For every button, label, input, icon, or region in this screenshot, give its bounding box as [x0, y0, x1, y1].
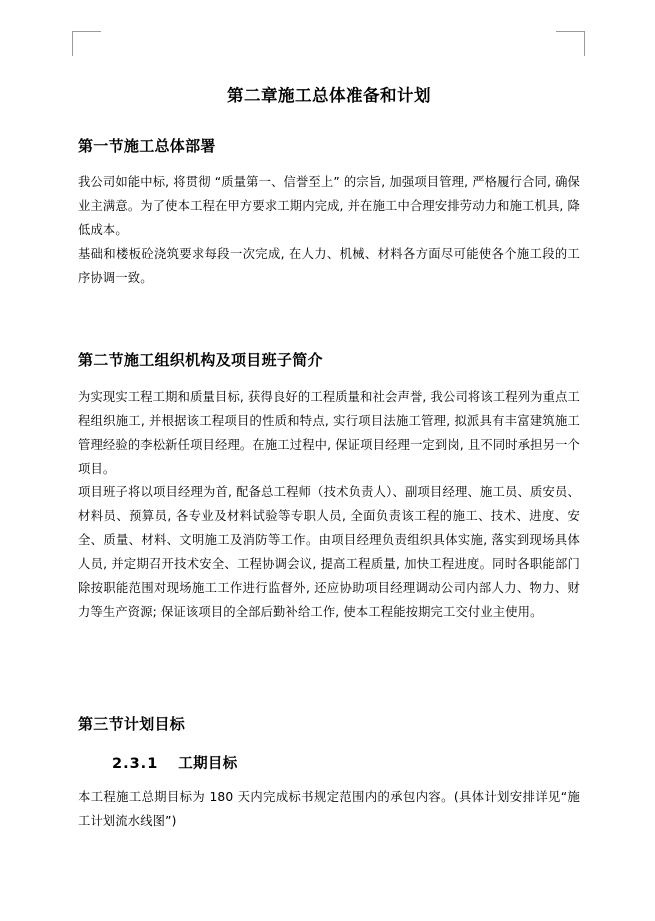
- section-1-body: [78, 171, 580, 291]
- crop-mark-top-right: [556, 31, 585, 56]
- section-heading-1: 第一节施工总体部署: [78, 136, 216, 155]
- paragraph: 我公司如能中标, 将贯彻 “质量第一、信誉至上” 的宗旨, 加强项目管理, 严格履行合同, 确保业主满意。为了使本工程在甲方要求工期内完成, 并在施工中合理安排劳动力和施工机具, 降低成本。: [78, 175, 580, 238]
- subsection-title: 工期目标: [178, 755, 238, 772]
- section-2-body: [78, 386, 580, 626]
- subsection-body: [78, 786, 580, 834]
- subsection-heading: [112, 754, 580, 776]
- section-heading-2: 第二节施工组织机构及项目班子简介: [78, 351, 323, 370]
- paragraph: 项目班子将以项目经理为首, 配备总工程师（技术负责人）、副项目经理、施工员、质安员、材料员、预算员, 各专业及材料试验等专职人员, 全面负责该工程的施工、技术、进度、安全、质量、材料、文明施工及消防等工作。由项目经理负责组织具体实施, 落实到现场具体人员, 并定期召开技术安全、工程协调会议, 提高工程质量, 加快工程进度。同时各职能部门除按职能范围对现场施工工作进行监督外, 还应协助项目经理调动公司内部人力、物力、财力等生产资源; 保证该项目的全部后勤补给工作, 使本工程能按期完工交付业主使用。: [78, 485, 580, 620]
- crop-mark-top-left: [72, 31, 101, 56]
- document-content: [78, 84, 580, 833]
- subsection-number: 2.3.1: [112, 755, 159, 772]
- paragraph: 为实现实工程工期和质量目标, 获得良好的工程质量和社会声誉, 我公司将该工程列为重点工程组织施工, 并根据该工程项目的性质和特点, 实行项目法施工管理, 拟派具有丰富建筑施工管理经验的李松新任项目经理。在施工过程中, 保证项目经理一定到岗, 且不同时承担另一个项目。: [78, 389, 580, 476]
- document-title: 第二章施工总体准备和计划: [227, 86, 431, 105]
- section-heading-3: 第三节计划目标: [78, 715, 186, 734]
- paragraph: 本工程施工总期目标为 180 天内完成标书规定范围内的承包内容。(具体计划安排详见“施工计划流水线图”): [78, 789, 580, 828]
- paragraph: 基础和楼板砼浇筑要求每段一次完成, 在人力、机械、材料各方面尽可能使各个施工段的工序协调一致。: [78, 247, 580, 286]
